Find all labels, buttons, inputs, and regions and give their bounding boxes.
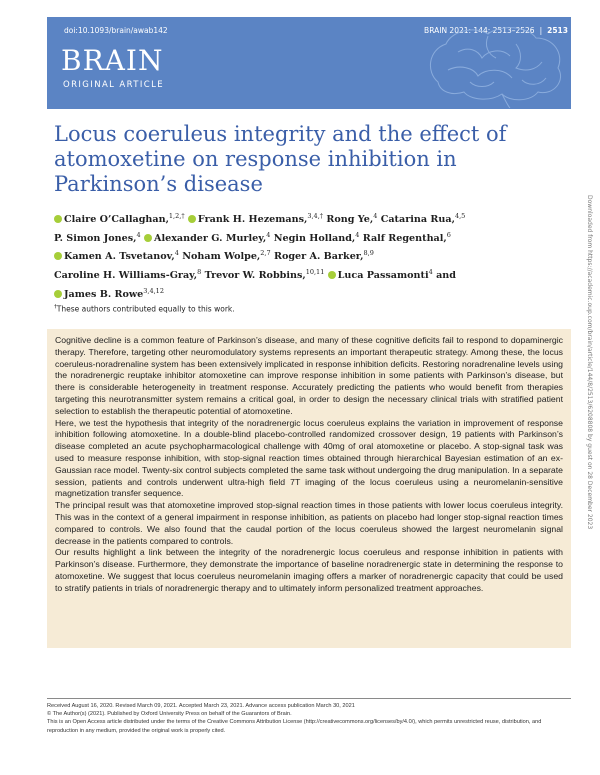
author-line: [54, 209, 504, 228]
author-name: Catarina Rua,: [380, 214, 455, 226]
author: [436, 270, 456, 281]
author-name: Kamen A. Tsvetanov,: [64, 251, 175, 263]
abstract-box: [47, 329, 571, 648]
abstract-paragraph: Here, we test the hypothesis that integrity of the noradrenergic locus coeruleus explains the variation in improvement of response inhibition following atomoxetine. In a double-blind placebo-controlled randomized crossover design, 19 patients with Parkinson’s disease completed an acute psychopharmacological challenge with 40mg of oral atomoxetine or placebo. A stop-signal task was used to measure response inhibition, with stop-signal reaction times obtained through hierarchical Bayesian estimation of an ex-Gaussian race model. Twenty-six control subjects completed the same task without undergoing the drug manipulation. In a separate session, patients and controls underwent ultra-high field 7T imaging of the locus coeruleus using a neuromelanin-sensitive magnetization transfer sequence.: [55, 417, 563, 499]
article-title: Locus coeruleus integrity and the effect of atomoxetine on response inhibition in Parkinson’s disease: [54, 122, 507, 196]
journal-citation: BRAIN 2021: 144; 2513–2526: [424, 26, 535, 35]
author-affiliation: 2,7: [260, 249, 271, 258]
copyright-line: © The Author(s) (2021). Published by Oxford University Press on behalf of the Guarantors of Brain.: [47, 711, 292, 718]
author: [274, 251, 374, 262]
author-affiliation: 6: [446, 230, 451, 239]
publication-history: [47, 698, 571, 735]
author-affiliation: 4: [174, 249, 179, 258]
author: [54, 267, 202, 281]
author-name: Frank H. Hezemans,: [197, 214, 308, 226]
orcid-icon[interactable]: [54, 215, 62, 223]
abstract-paragraph: Cognitive decline is a common feature of Parkinson’s disease, and many of these cognitive deficits fail to respond to dopaminergic therapy. Therefore, targeting other neuromodulatory systems represents an important therapeutic strategy. Among these, the locus coeruleus-noradrenaline system has been extensively implicated in response inhibition deficits. Restoring noradrenaline levels using the noradrenergic reuptake inhibitor atomoxetine can improve response inhibition in some patients with Parkinson’s disease, but there is considerable heterogeneity in treatment response. Accurately predicting the patients who would benefit from therapies targeting this neurotransmitter system remains a critical goal, in order to design the necessary clinical trials with stratified patient selection to establish the therapeutic potential of atomoxetine.: [55, 335, 563, 416]
author-name: James B. Rowe: [64, 288, 144, 300]
author-affiliation: 10,11: [305, 267, 325, 276]
author-affiliation: 4: [428, 267, 433, 276]
author-line: [54, 246, 504, 265]
author[interactable]: [54, 251, 179, 262]
author-line: [54, 228, 504, 247]
author-name: Noham Wolpe,: [182, 251, 261, 263]
author: [54, 230, 141, 244]
download-watermark-text: Downloaded from https://academic.oup.com/brain/article/144/8/2513/6208808 by guest on 28 December 2023: [586, 195, 593, 530]
author-name: Luca Passamonti: [337, 269, 429, 281]
download-watermark: [585, 195, 593, 665]
author-affiliation: 4,5: [454, 212, 466, 220]
article-type-label: ORIGINAL ARTICLE: [63, 80, 165, 90]
author: [182, 251, 270, 262]
author-name: Claire O’Callaghan,: [64, 214, 169, 226]
author-name: Negin Holland,: [273, 232, 356, 244]
author-affiliation: 8: [197, 267, 202, 276]
author-name: and: [436, 269, 456, 281]
orcid-icon[interactable]: [54, 252, 62, 260]
author-name: Ralf Regenthal,: [362, 232, 447, 244]
author[interactable]: [54, 214, 185, 225]
author-line: [54, 283, 504, 302]
author[interactable]: [54, 286, 164, 300]
dagger-symbol: †: [54, 304, 57, 310]
author-affiliation: 4: [136, 230, 141, 239]
orcid-icon[interactable]: [328, 271, 336, 279]
page-number: 2513: [547, 26, 568, 35]
author[interactable]: [144, 230, 271, 244]
author-name: Rong Ye,: [326, 214, 374, 226]
author[interactable]: [328, 267, 433, 281]
abstract-paragraph: Our results highlight a link between the integrity of the noradrenergic locus coeruleus and response inhibition in patients with Parkinson’s disease. Furthermore, they demonstrate the importance of baseline noradrenergic state in determining the response to atomoxetine. We suggest that locus coeruleus neuromelanin imaging offers a marker of noradrenergic capacity that could be used to stratify patients in trials of noradrenergic therapy and to ultimately inform personalized treatment approaches.: [55, 547, 563, 593]
equal-contribution-text: These authors contributed equally to this work.: [56, 304, 235, 314]
author-affiliation: 8,9: [363, 249, 374, 258]
abstract-paragraph: The principal result was that atomoxetine improved stop-signal reaction times in those patients with lower locus coeruleus integrity. This was in the context of a general impairment in response inhibition, as patients on placebo had longer stop-signal reaction times compared to controls. We also found that the caudal portion of the locus coeruleus showed the largest neuromelanin signal decrease in the patients compared to controls.: [55, 500, 563, 546]
doi-link[interactable]: doi:10.1093/brain/awab142: [64, 26, 168, 35]
equal-contribution-note: [54, 304, 235, 314]
author: [204, 267, 325, 281]
orcid-icon[interactable]: [144, 234, 152, 242]
author: [381, 214, 466, 225]
author-affiliation: 4: [355, 230, 360, 239]
author-name: P. Simon Jones,: [54, 232, 137, 244]
author-affiliation: 3,4,†: [307, 212, 324, 220]
author: [273, 230, 360, 244]
author-affiliation: 4: [373, 212, 378, 220]
dates-line: Received August 16, 2020. Revised March 09, 2021. Accepted March 23, 2021. Advance access publication March 30, 2021: [47, 703, 355, 709]
separator: |: [539, 26, 543, 35]
author-list: [54, 209, 504, 302]
orcid-icon[interactable]: [54, 290, 62, 298]
author-affiliation: 1,2,†: [168, 212, 185, 220]
author-affiliation: 4: [266, 230, 271, 239]
license-line: This is an Open Access article distributed under the terms of the Creative Commons Attribution License (http://creativecommons.org/licenses/by/4.0/), which permits unrestricted reuse, distribution, and reproduction in any medium, provided the original work is properly cited.: [47, 719, 542, 734]
author-line: [54, 265, 504, 284]
orcid-icon[interactable]: [188, 215, 196, 223]
author-name: Trevor W. Robbins,: [204, 269, 306, 281]
journal-brand-logo: BRAIN: [61, 44, 164, 77]
author-name: Caroline H. Williams-Gray,: [54, 269, 198, 281]
author-name: Roger A. Barker,: [273, 251, 364, 263]
author-affiliation: 3,4,12: [143, 286, 164, 295]
brain-outline-icon: [418, 22, 570, 108]
author: [326, 214, 377, 225]
author: [362, 230, 451, 244]
author[interactable]: [188, 214, 323, 225]
author-name: Alexander G. Murley,: [154, 232, 267, 244]
